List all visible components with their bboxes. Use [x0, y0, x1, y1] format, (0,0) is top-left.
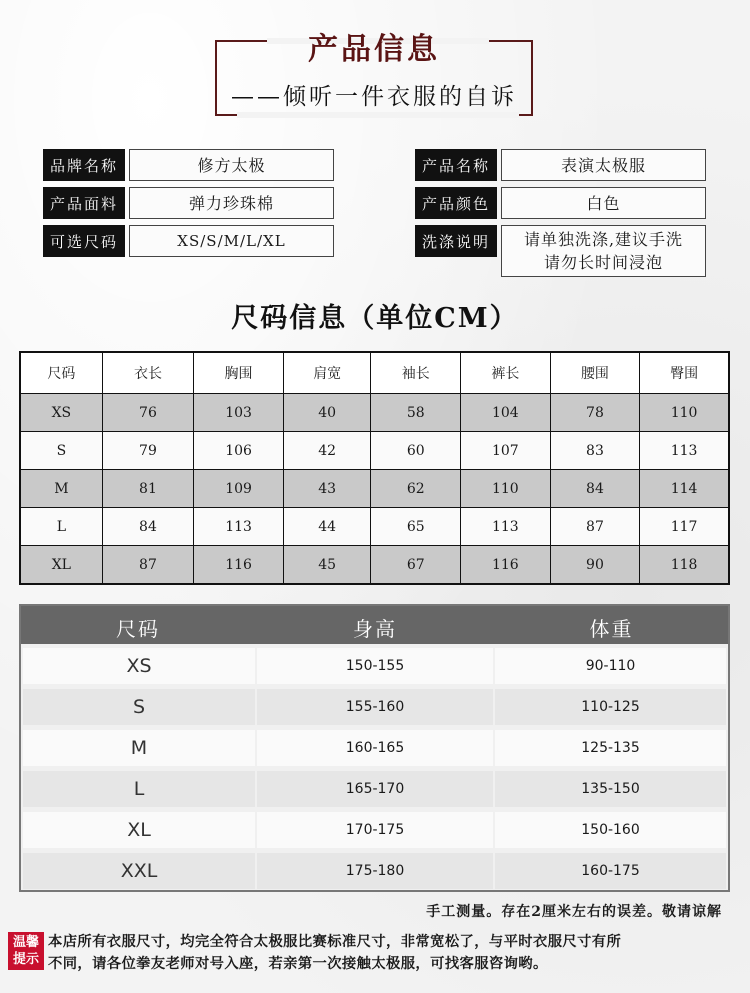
brand-value: 修方太极 [129, 149, 334, 181]
fit-table-cell: 160-175 [495, 853, 726, 889]
size-table-header-cell: 腰围 [550, 352, 640, 394]
tip-badge [8, 932, 44, 970]
fit-table-cell: 175-180 [257, 853, 493, 889]
fit-header-size: 尺码 [116, 617, 160, 641]
size-table-cell: 44 [283, 508, 371, 546]
fit-table-row [21, 646, 728, 686]
size-table-cell: 67 [371, 546, 461, 585]
size-table-cell: 62 [371, 470, 461, 508]
product-value: 表演太极服 [501, 149, 706, 181]
fit-table-cell: 165-170 [257, 771, 493, 807]
fit-table-row [21, 728, 728, 768]
size-table-cell: 43 [283, 470, 371, 508]
size-table-row [20, 508, 729, 546]
size-section-title: 尺码信息（单位CM） [231, 303, 519, 334]
size-table-cell: 109 [194, 470, 284, 508]
size-table-cell: 110 [460, 470, 550, 508]
fit-table-header [21, 606, 728, 644]
size-table-header-cell: 臀围 [640, 352, 729, 394]
fit-table-cell: M [23, 730, 255, 766]
size-table-header-cell: 胸围 [194, 352, 284, 394]
sizes-value: XS/S/M/L/XL [129, 225, 334, 257]
fit-table-cell: 160-165 [257, 730, 493, 766]
size-table-cell: 76 [102, 394, 193, 432]
fit-table-cell: XS [23, 648, 255, 684]
size-table-cell: 114 [640, 470, 729, 508]
size-table-cell: 83 [550, 432, 640, 470]
wash-line-1: 请单独洗涤,建议手洗 [523, 230, 684, 249]
tip-badge-bottom: 提示 [12, 952, 39, 967]
size-table-cell: 84 [550, 470, 640, 508]
page-title: 产品信息 [308, 32, 440, 67]
size-table-cell: 113 [460, 508, 550, 546]
wash-line-2: 请勿长时间浸泡 [543, 253, 663, 272]
fit-table-cell: XXL [23, 853, 255, 889]
size-table-cell: 116 [460, 546, 550, 585]
product-label: 产品名称 [415, 149, 497, 181]
size-table-row [20, 394, 729, 432]
fit-table-cell: 150-160 [495, 812, 726, 848]
brand-label: 品牌名称 [43, 149, 125, 181]
size-table-cell: 58 [371, 394, 461, 432]
fit-table-cell: 125-135 [495, 730, 726, 766]
size-table-cell: 116 [194, 546, 284, 585]
fit-table-cell: 90-110 [495, 648, 726, 684]
size-table-row [20, 546, 729, 585]
size-table-cell: 107 [460, 432, 550, 470]
size-table-cell: 65 [371, 508, 461, 546]
size-table-cell: XS [20, 394, 102, 432]
size-table-cell: 106 [194, 432, 284, 470]
fabric-label: 产品面料 [43, 187, 125, 219]
measure-note: 手工测量。存在2厘米左右的误差。敬请谅解 [426, 904, 722, 920]
size-table-cell: XL [20, 546, 102, 585]
size-table-cell: 117 [640, 508, 729, 546]
fit-table-row [21, 810, 728, 850]
size-table-cell: 42 [283, 432, 371, 470]
size-table-cell: 45 [283, 546, 371, 585]
size-table-cell: 118 [640, 546, 729, 585]
size-table-cell: S [20, 432, 102, 470]
size-table-cell: 113 [640, 432, 729, 470]
sizes-label: 可选尺码 [43, 225, 125, 257]
fit-header-weight: 体重 [589, 617, 634, 641]
fit-table-row [21, 687, 728, 727]
tip-text [48, 931, 748, 975]
fit-table-cell: 110-125 [495, 689, 726, 725]
color-label: 产品颜色 [415, 187, 497, 219]
size-table-header-cell: 衣长 [102, 352, 193, 394]
fit-table-cell: 150-155 [257, 648, 493, 684]
fit-table [19, 604, 730, 892]
tip-badge-top: 温馨 [12, 935, 39, 950]
fit-table-cell: S [23, 689, 255, 725]
size-table-cell: L [20, 508, 102, 546]
size-table-header-cell: 裤长 [460, 352, 550, 394]
size-table-cell: 78 [550, 394, 640, 432]
size-table [19, 351, 730, 585]
fit-table-cell: 155-160 [257, 689, 493, 725]
size-table-cell: 90 [550, 546, 640, 585]
size-table-cell: 60 [371, 432, 461, 470]
size-table-cell: 104 [460, 394, 550, 432]
size-table-cell: 84 [102, 508, 193, 546]
size-table-row [20, 470, 729, 508]
size-table-header-cell: 肩宽 [283, 352, 371, 394]
size-table-cell: 87 [102, 546, 193, 585]
size-table-cell: 103 [194, 394, 284, 432]
fit-table-row [21, 769, 728, 809]
size-table-row [20, 432, 729, 470]
fit-table-cell: 170-175 [257, 812, 493, 848]
size-table-cell: 79 [102, 432, 193, 470]
size-table-header-cell: 袖长 [371, 352, 461, 394]
size-table-header-cell: 尺码 [20, 352, 102, 394]
fit-table-cell: 135-150 [495, 771, 726, 807]
fit-table-cell: L [23, 771, 255, 807]
fit-table-cell: XL [23, 812, 255, 848]
size-table-cell: M [20, 470, 102, 508]
size-table-cell: 81 [102, 470, 193, 508]
page-subtitle: ——倾听一件衣服的自诉 [231, 84, 517, 110]
fabric-value: 弹力珍珠棉 [129, 187, 334, 219]
tip-line-1: 本店所有衣服尺寸，均完全符合太极服比赛标准尺寸，非常宽松了，与平时衣服尺寸有所 [48, 934, 622, 950]
color-value: 白色 [501, 187, 706, 219]
size-table-cell: 40 [283, 394, 371, 432]
size-table-cell: 87 [550, 508, 640, 546]
wash-value [501, 225, 706, 277]
tip-line-2: 不同，请各位拳友老师对号入座，若亲第一次接触太极服，可找客服咨询哟。 [48, 956, 548, 972]
fit-table-row [21, 851, 728, 891]
wash-label: 洗涤说明 [415, 225, 497, 257]
size-table-cell: 113 [194, 508, 284, 546]
size-table-cell: 110 [640, 394, 729, 432]
fit-header-height: 身高 [353, 617, 397, 641]
